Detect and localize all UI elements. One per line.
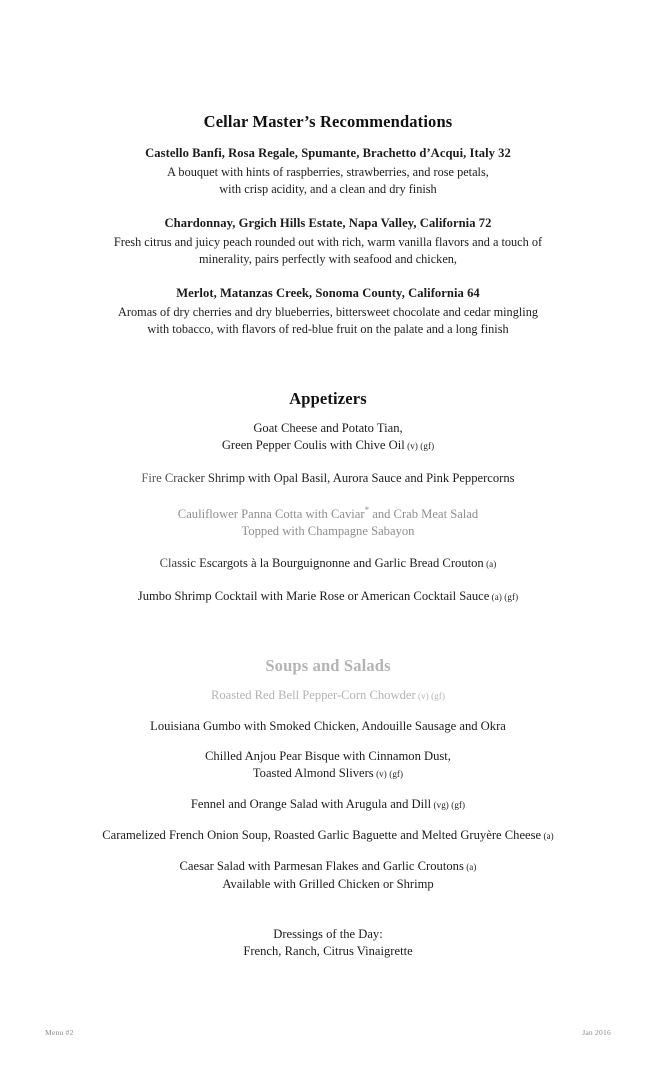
soups-and-salads-heading: Soups and Salads	[265, 656, 391, 676]
menu-item-text: Jumbo Shrimp Cocktail with Marie Rose or American Cocktail Sauce	[137, 589, 490, 604]
menu-item-annotations-value: (a) (gf)	[491, 592, 519, 603]
footer-date: Jan 2016	[582, 1028, 611, 1037]
menu-item	[48, 687, 608, 705]
dressings-list: French, Ranch, Citrus Vinaigrette	[243, 944, 413, 959]
menu-item-line	[48, 858, 608, 876]
wine-description-line: Aromas of dry cherries and dry blueberries, bittersweet chocolate and cedar mingling	[118, 305, 538, 319]
wine-description-line: with crisp acidity, and a clean and dry finish	[219, 182, 437, 196]
menu-item	[48, 796, 608, 814]
menu-item-line	[48, 796, 608, 814]
menu-item-annotations-value: (v) (gf)	[376, 769, 404, 780]
menu-item	[48, 827, 608, 845]
appetizers-section	[48, 338, 608, 606]
menu-item-text: Caramelized French Onion Soup, Roasted Garlic Baguette and Melted Gruyère Cheese	[102, 828, 542, 843]
cellar-master-section	[48, 0, 608, 338]
menu-item-subnote: Available with Grilled Chicken or Shrimp	[222, 877, 434, 892]
menu-item-text: Caesar Salad with Parmesan Flakes and Garlic Croutons	[179, 859, 464, 874]
menu-item-line	[48, 827, 608, 845]
menu-item-line	[48, 555, 608, 573]
menu-item	[48, 748, 608, 783]
menu-item-line: Louisiana Gumbo with Smoked Chicken, Andouille Sausage and Okra	[150, 719, 506, 734]
menu-item-line	[48, 502, 608, 523]
menu-item-text: Cauliflower Panna Cotta with Caviar	[177, 507, 365, 522]
menu-item	[48, 588, 608, 606]
caviar-asterisk-marker: *	[364, 505, 370, 515]
menu-item	[48, 470, 608, 487]
menu-item	[48, 420, 608, 455]
menu-item-text-tail: and Crab Meat Salad	[369, 507, 479, 522]
dressings-heading: Dressings of the Day:	[273, 927, 383, 942]
menu-item-annotations-value: (v) (gf)	[418, 691, 446, 702]
menu-item	[48, 718, 608, 735]
menu-item-line	[48, 437, 608, 455]
menu-item-annotations-value: (a)	[466, 862, 477, 873]
menu-item-text: Toasted Almond Slivers	[252, 766, 374, 781]
menu-item-line	[48, 588, 608, 606]
menu-item-line	[48, 765, 608, 783]
menu-item-annotations-value: (a)	[486, 559, 497, 570]
menu-item-text: Classic Escargots à la Bourguignonne and Garlic Bread Crouton	[159, 556, 484, 571]
wine-description-line: minerality, pairs perfectly with seafood and chicken,	[198, 252, 458, 266]
wine-description	[48, 304, 608, 338]
wine-entry	[48, 215, 608, 268]
menu-item-line: Topped with Champagne Sabayon	[241, 524, 415, 539]
wine-title: Chardonnay, Grgich Hills Estate, Napa Valley, California 72	[164, 216, 492, 230]
menu-item-line	[48, 687, 608, 705]
menu-item-text: Green Pepper Coulis with Chive Oil	[221, 438, 405, 452]
wine-title: Castello Banfi, Rosa Regale, Spumante, Brachetto d’Acqui, Italy 32	[145, 146, 511, 160]
menu-item-annotations-value: (vg) (gf)	[433, 800, 466, 811]
menu-item	[48, 858, 608, 893]
wine-description	[48, 164, 608, 198]
menu-item-annotations-value: (v) (gf)	[407, 441, 435, 451]
menu-item-line: Goat Cheese and Potato Tian,	[253, 421, 403, 435]
wine-description-line: Fresh citrus and juicy peach rounded out with rich, warm vanilla flavors and a touch of	[113, 235, 543, 249]
wine-description	[48, 234, 608, 268]
wine-entry	[48, 145, 608, 198]
menu-item-line: Fire Cracker Shrimp with Opal Basil, Aurora Sauce and Pink Peppercorns	[48, 470, 608, 487]
menu-item-line: Chilled Anjou Pear Bisque with Cinnamon Dust,	[205, 749, 451, 764]
dressings-of-the-day-block	[48, 893, 608, 960]
footer-menu-number: Menu #2	[45, 1028, 74, 1037]
menu-item	[48, 502, 608, 540]
wine-description-line: A bouquet with hints of raspberries, strawberries, and rose petals,	[167, 165, 489, 179]
soups-and-salads-section	[48, 606, 608, 893]
menu-item-text: Roasted Red Bell Pepper-Corn Chowder	[210, 688, 416, 703]
cellar-master-heading: Cellar Master’s Recommendations	[203, 112, 453, 131]
wine-entry	[48, 285, 608, 338]
menu-item	[48, 555, 608, 573]
menu-item-annotations-value: (a)	[543, 831, 554, 842]
page-footer	[0, 1028, 656, 1037]
menu-item-text: Fennel and Orange Salad with Arugula and Dill	[190, 797, 432, 812]
wine-title: Merlot, Matanzas Creek, Sonoma County, California 64	[176, 286, 480, 300]
wine-description-line: with tobacco, with flavors of red-blue fruit on the palate and a long finish	[147, 322, 509, 336]
appetizers-heading: Appetizers	[289, 389, 367, 408]
